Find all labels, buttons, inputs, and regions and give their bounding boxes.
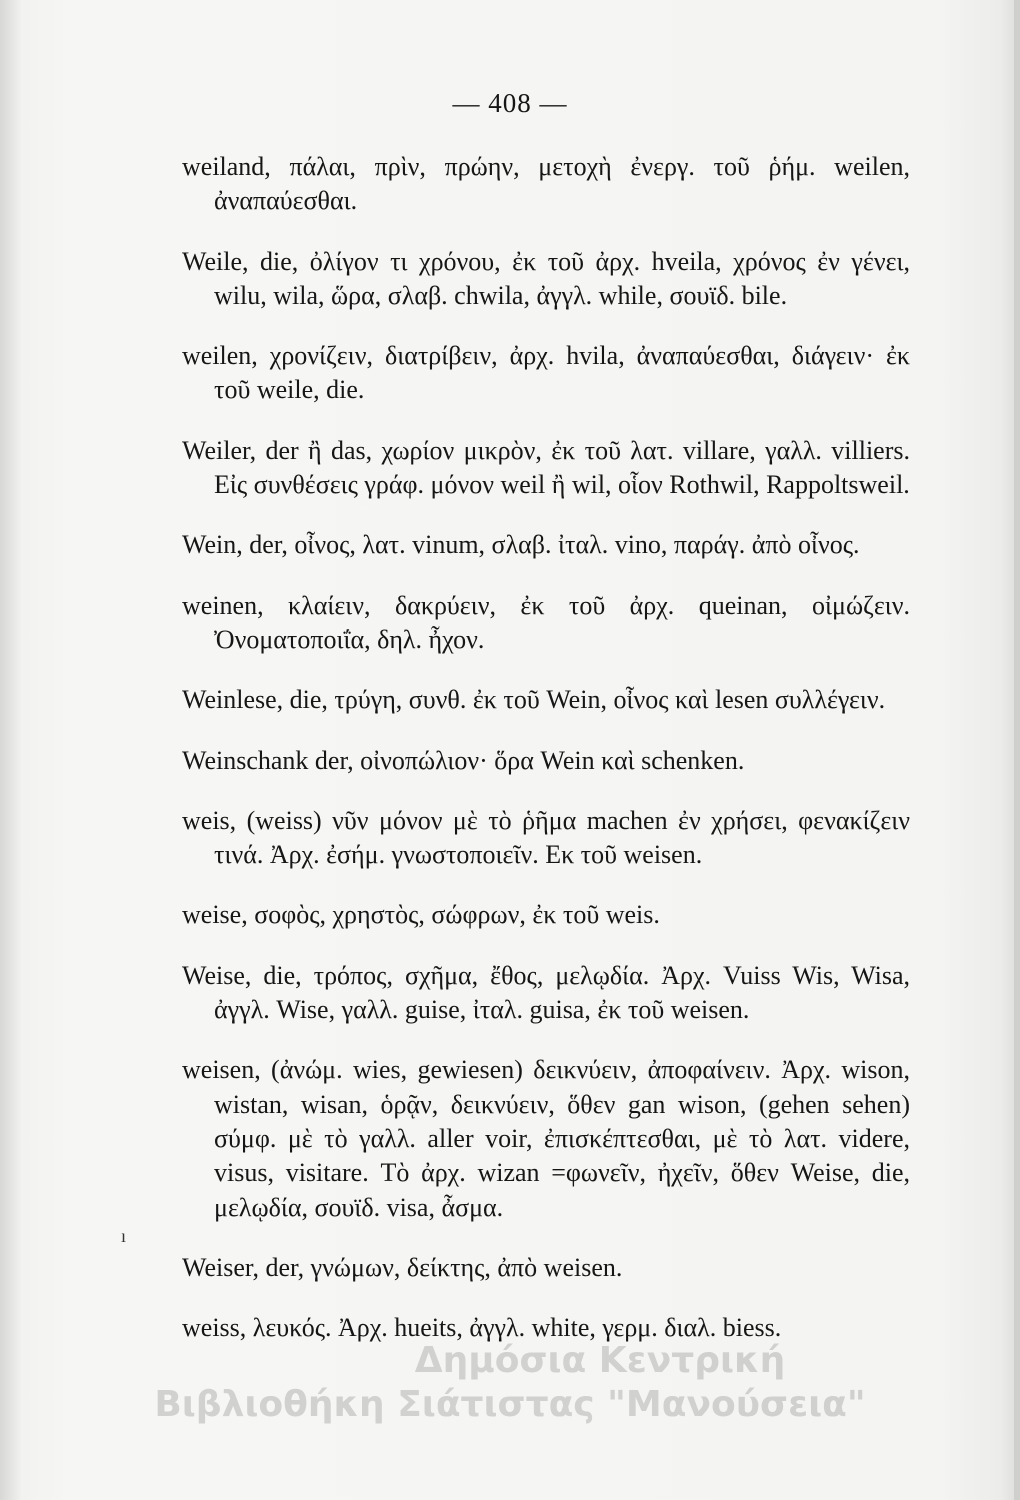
dictionary-entry: weilen, χρονίζειν, διατρίβειν, ἀρχ. hvila, ἀναπαύεσθαι, διάγειν· ἐκ τοῦ weile, die. xyxy=(182,341,910,405)
dictionary-entry: weinen, κλαίειν, δακρύειν, ἐκ τοῦ ἀρχ. queinan, οἰμώζειν. Ὀνοματοποιΐα, δηλ. ἦχον. xyxy=(182,590,910,654)
library-watermark-line-2: Βιβλιοθήκη Σιάτιστας "Μανούσεια" xyxy=(154,1384,866,1425)
dictionary-entry: Weiler, der ἢ das, χωρίον μικρὸν, ἐκ τοῦ λατ. villare, γαλλ. villiers. Εἰς συνθέσεις γράφ. μόνον weil ἢ wil, οἷον Rothwil, Rappoltsweil. xyxy=(182,435,910,500)
dictionary-entry: Weiser, der, γνώμων, δείκτης, ἀπὸ weisen. xyxy=(182,1252,623,1282)
dictionary-entry: Weise, die, τρόπος, σχῆμα, ἔθος, μελῳδία. Ἀρχ. Vuiss Wis, Wisa, ἀγγλ. Wise, γαλλ. guise, ἰταλ. guisa, ἐκ τοῦ weisen. xyxy=(182,960,910,1025)
dictionary-entry: Weinschank der, οἰνοπώλιον· ὅρα Wein καὶ schenken. xyxy=(182,745,745,775)
dictionary-entry: Weile, die, ὀλίγον τι χρόνου, ἐκ τοῦ ἀρχ. hveila, χρόνος ἐν γένει, wilu, wila, ὥρα, σλαβ. chwila, ἀγγλ. while, σουϊδ. bile. xyxy=(182,246,910,310)
dictionary-entry: weise, σοφὸς, χρηστὸς, σώφρων, ἐκ τοῦ weis. xyxy=(182,900,660,930)
dictionary-entry: weiland, πάλαι, πρὶν, πρώην, μετοχὴ ἐνεργ. τοῦ ῥήμ. weilen, ἀναπαύεσθαι. xyxy=(182,152,910,216)
page-number: — 408 — xyxy=(452,88,568,118)
page-edge-shadow xyxy=(1014,0,1020,1500)
dictionary-entries xyxy=(182,150,910,1351)
dictionary-entry: weis, (weiss) νῦν μόνον μὲ τὸ ῥῆμα machen ἐν χρήσει, φενακίζειν τινά. Ἀρχ. ἐσήμ. γνωστοποιεῖν. Εκ τοῦ weisen. xyxy=(182,805,910,870)
dictionary-entry: weisen, (ἀνώμ. wies, gewiesen) δεικνύειν, ἀποφαίνειν. Ἀρχ. wison, wistan, wisan, ὁρᾷν, δεικνύειν, ὅθεν gan wison, (gehen sehen) σύμφ. μὲ τὸ γαλλ. aller voir, ἐπισκέπτεσθαι, μὲ τὸ λατ. videre, visus, visitare. Τὸ ἀρχ. wizan =φωνεῖν, ἠχεῖν, ὅθεν Weise, die, μελῳδία, σουϊδ. visa, ἆσμα. xyxy=(182,1055,910,1222)
dictionary-entry: weiss, λευκός. Ἀρχ. hueits, ἀγγλ. white, γερμ. διαλ. biess. xyxy=(182,1313,782,1343)
dictionary-entry: Wein, der, οἶνος, λατ. vinum, σλαβ. ἰταλ. vino, παράγ. ἀπὸ οἶνος. xyxy=(182,530,860,560)
dictionary-entry: Weinlese, die, τρύγη, συνθ. ἐκ τοῦ Wein, οἶνος καὶ lesen συλλέγειν. xyxy=(182,685,886,715)
margin-mark: ı xyxy=(121,1226,127,1246)
library-watermark-line-1: Δημόσια Κεντρική xyxy=(414,1340,786,1381)
